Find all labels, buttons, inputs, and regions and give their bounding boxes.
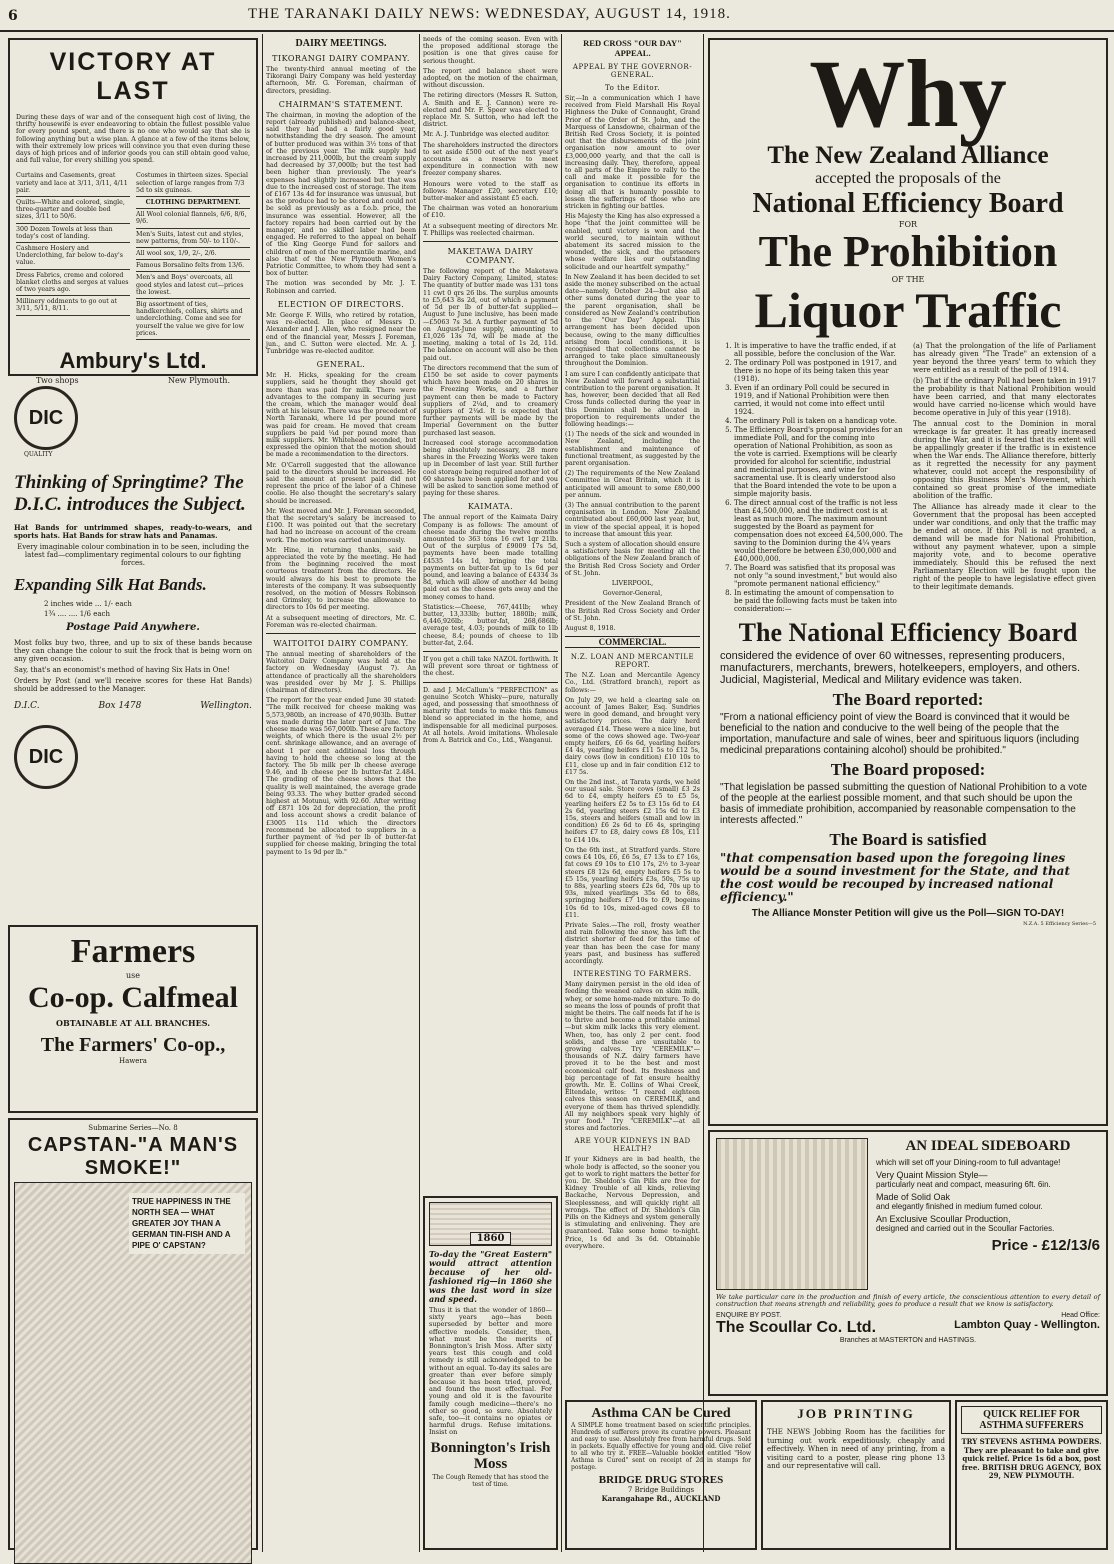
list-item: CLOTHING DEPARTMENT. bbox=[136, 197, 250, 209]
scoullar-text bbox=[876, 1138, 1100, 1290]
dic-footer-town: Wellington. bbox=[200, 701, 252, 712]
article-paragraph: Mr. Hine, in returning thanks, said he appreciated the vote by the meeting. He had from the beginning received the most courteous treatment from the directors. He would always do his best to promote the interests of the company. It was subsequently resolved, on the motion of Messrs Robinson and Grimsley, to increase the allowance to directors to 10s 6d per meeting. bbox=[266, 546, 416, 612]
dic-price-1: 2 inches wide ... 1/- each bbox=[44, 600, 132, 608]
year-label: 1860 bbox=[470, 1232, 512, 1245]
alliance-of: OF THE bbox=[891, 275, 925, 284]
article-paragraph: Private Sales.—The roll, frosty weather and rain following the snow, has left the district shorter of feed for the time of year than has been the case for many years past, and business has suffered accordingly. bbox=[565, 921, 700, 965]
alliance-line-2: accepted the proposals of the bbox=[815, 170, 1001, 187]
head-office-address: Lambton Quay - Wellington. bbox=[954, 1319, 1100, 1332]
article-paragraph: On the 2nd inst., at Tarata yards, we held our usual sale. Store cows (small) £3 2s 6d to £4, empty heifers £5 to £5 5s, yearling heifers £2 5s to £3 15s 6d to £4 2s 6d, yearling steers £2 15s 6d to £3 15s, steers and heifers (small and low in condition) £6 2s 6d to £6 4s, springing heifers £7 to £8, dairy cows £8 10s, £11 to £14 10s. bbox=[565, 779, 700, 844]
neb-heading: The National Efficiency Board bbox=[738, 618, 1078, 647]
article-paragraph: The report and balance sheet were adopted, on the motion of the chairman, without discussion. bbox=[423, 67, 558, 90]
farmers-line-1: Farmers bbox=[70, 933, 196, 970]
election-title: ELECTION OF DIRECTORS. bbox=[277, 299, 405, 309]
alliance-why: Why bbox=[809, 40, 1007, 147]
article-paragraph: The annual meeting of shareholders of the Waitoitoi Dairy Company was held at the factory on Wednesday (August 7). An attendance of practically all the shareholders was presided over by Mr J. S. Phillips (chairman of directors). bbox=[266, 651, 416, 695]
victory-left-list bbox=[16, 170, 130, 340]
ambury-name: Ambury's Ltd. bbox=[59, 348, 207, 374]
asthma-address-2: Karangahape Rd., AUCKLAND bbox=[601, 1494, 721, 1503]
maketawa-title: MAKETAWA DAIRY COMPANY. bbox=[447, 247, 534, 266]
capstan-illustration bbox=[14, 1182, 252, 1564]
moss-brand: Bonnington's Irish Moss bbox=[430, 1439, 551, 1472]
victory-headline: VICTORY AT LAST bbox=[49, 48, 217, 105]
dic-footer-box: Box 1478 bbox=[98, 701, 142, 712]
article-paragraph: In New Zealand it has been decided to set aside the money subscribed on the actual date—namely, October 24—but also all other sums donated during the year to the parent organisation, shall be considered as New Zealand's contribution to the "Our Day" Appeal. This arrangement has been decided upon because, owing to the many difficulties arising from local conditions, it is recognised that collections cannot be arranged to take place simultaneously throughout the Dominion. bbox=[565, 273, 700, 368]
list-item: Big assortment of ties, handkerchiefs, collars, shirts and underclothing. Come and see for yourself the value we give for low prices. bbox=[136, 299, 250, 340]
dic-footer-left: D.I.C. bbox=[14, 701, 40, 712]
alliance-points-right bbox=[913, 342, 1096, 614]
article-paragraph: The report for the year ended June 30 stated: "The milk received for cheese making was 5,573,980lb, an increase of 470,903lb. Butter was made during the later part of June. The cheese made was 567,000lb. These are factory weights, of which there is the usual 2½ per cent. shrinkage allowance, and an average of about 1 per cent additional loss through having to hold the cheese so long at the factory. The 5b milk per lb cheese average 9.46, and lb cheese per lb butter-fat 2.484. The grading of the cheese shows that the quality is well maintained, the average grade being 93.33. The whey butter graded second highest at Motunui, with 92.60. After writing off £871 10s 2d for depreciation, the profit and loss account shows a credit balance of £3005 11s 11d which the directors recommend be allocated to suppliers in a further payment of ⅜d per lb of butter-fat supplied for cheese making, bringing the total payment to 1s 9d per lb." bbox=[266, 697, 416, 856]
capstan-caption: TRUE HAPPINESS IN THE NORTH SEA — WHAT GREATER JOY THAN A GERMAN TIN-FISH AND A PIPE O' CAPSTAN? bbox=[129, 1193, 245, 1254]
alliance-line-3: National Efficiency Board bbox=[752, 188, 1064, 219]
job-printing-text: THE NEWS Jobbing Room has the facilities for turning out work expeditiously, cheaply and effectively. When in need of any printing, from a visiting card to a poster, please ring phone 13 and our representative will call. bbox=[767, 1428, 945, 1470]
article-paragraph: Mr. H. Hicks, speaking for the cream suppliers, said he thought they should get more than was paid for milk. There were advantages to the company in securing just the cream, which the manager would deal with at his leisure. There was the precedent of North Taranaki, where 1d per pound more was paid for cream. He moved that cream suppliers be paid ¼d per pound more than milk suppliers. Mr. Whitehead seconded, but expressed the opinion that the motion should be made a recommendation to the directors. bbox=[266, 372, 416, 459]
list-item: Cashmere Hosiery and Underclothing, far below to-day's value. bbox=[16, 243, 130, 270]
scoullar-line-1: which will set off your Dining-room to full advantage! bbox=[876, 1158, 1061, 1167]
article-paragraph: Mr. West moved and Mr. J. Foreman seconded, that the secretary's salary be increased to £100. It was pointed out that the secretary had had no increase on account of the cream work. The motion was carried unanimously. bbox=[266, 507, 416, 544]
article-paragraph: Such a system of allocation should ensure a satisfactory basis for meeting all the obligations of the New Zealand branch of the British Red Cross Society and Order of St. John. bbox=[565, 540, 700, 577]
victory-ad bbox=[8, 38, 258, 386]
list-item: All wool sox, 1/9, 2/-, 2/6. bbox=[136, 248, 250, 260]
moss-body: Thus it is that the wonder of 1860—sixty years ago—has been superseded by better and more effective models. Consider, then, what must be the merits of Bonnington's Irish Moss. After sixty years test this cough and cold remedy is still acknowledged to be without an equal. To-day its sales are greater than ever before simply because it has been tried, proved, and found the most effectual. For young and old it is the favourite family cough medicine—there's no other so good, so sure. Absolutely safe, too—it contains no opiates or harmful drugs. Refuse imitations. Insist on bbox=[429, 1306, 552, 1437]
irish-moss-ad bbox=[423, 1196, 558, 1550]
newspaper-title: THE TARANAKI DAILY NEWS: WEDNESDAY, AUGUST 14, 1918. bbox=[248, 6, 731, 22]
reasons-list bbox=[720, 342, 903, 613]
petition-line: The Alliance Monster Petition will give us the Poll—SIGN TO-DAY! bbox=[751, 908, 1065, 919]
article-paragraph: (3) The annual contribution to the parent organisation in London. New Zealand contributed about £60,000 last year, but, in view of the special appeal, it is hoped to increase that amount this year. bbox=[565, 501, 700, 538]
nazol-notice: If you get a chill take NAZOL forthwith. It will prevent sore throat or tightness of the chest. bbox=[423, 656, 558, 678]
article-paragraph: Sir,—In a communication which I have received from Field Marshall His Royal Highness the Duke of Connaught, Grand Prior of the Order of St. John, and the Marquess of Lansdowne, chairman of the British Red Cross Society, it is pointed out that the disbursements of the joint organisation now amount to over £3,000,000 yearly, and that the call is increasing daily. They, therefore, appeal to all parts of the Empire to rally to the call and make it possible for the organisation to continue its efforts in doing all that is humanly possible to lessen the sufferings of those who are stricken in fighting our battles. bbox=[565, 95, 700, 211]
article-paragraph: Mr. A. J. Tunbridge was elected auditor. bbox=[423, 131, 550, 139]
dic-combo: Every imaginable colour combination in to be seen, including the latest fad—complimentary regimental colours to our fighting forces. bbox=[17, 543, 249, 567]
farmers-line-5: The Farmers' Co-op., bbox=[40, 1034, 226, 1056]
scoullar-price: Price - £12/13/6 bbox=[991, 1237, 1100, 1254]
dairy-column bbox=[266, 36, 416, 1550]
sideboard-illustration bbox=[716, 1138, 868, 1290]
farmers-article-title: INTERESTING TO FARMERS. bbox=[573, 970, 692, 979]
kaimata-title: KAIMATA. bbox=[467, 502, 514, 512]
list-item: The annual cost to the Dominion in moral wreckage is far greater. It has greatly increased during the War, and it is feared that its extent will be appallingly greater if the traffic is in existence when the War ends. The Alliance therefore, bitterly as it regretted the necessity for any payment whatever, could not accept the responsibility of opposing this Business Men's Movement, which contained so great promise of the immediate abolition of the traffic. bbox=[913, 420, 1096, 500]
job-printing-ad bbox=[761, 1400, 951, 1550]
victory-intro: During these days of war and of the consequent high cost of living, the thrifty housewife is ever endeavoring to obtain the fullest possible value for every pound spent, and there is no one who would say that she is following anything but a wise plan. A glance at a few of the items below, with their extremely low prices will convince you that even during these days of high prices and of inferior goods you can still obtain good value, and full value, for every shilling you spend. bbox=[16, 114, 250, 165]
column-rule bbox=[561, 34, 562, 1552]
article-paragraph: The chairman, in moving the adoption of the report (already published) and balance-sheet, said they had had a fairly good year, notwithstanding the dry season. The amount of butter produced was within 3½ tons of that of the previous year. The milk supply had increased by 211,000lb, but the cream supply had decreased by 37,000lb; but the test had been higher than previously. The year's expenses had slightly increased but that was due to the increased cost of storage. The item of £167 13s 4d for insurance was unusual, but as the produce had to be stored and could not be sold as previously as a f.o.b. price, the insurance was essential. However, all the factory repairs had been carried out by the manager, and no skilled labor had been engaged. He referred to the appeal on behalf of the King George Fund for sailors and children of men of the mercantile marine, and also that of the New Plymouth Women's Patriotic Committee, to whom they had sent a box of butter. bbox=[266, 111, 416, 278]
dic-hats: Hat Bands for untrimmed shapes, ready-to-wears, and sports hats. Hat Bands for straw hats and Panamas. bbox=[14, 523, 252, 540]
moss-headline: To-day the "Great Eastern" would attract attention because of her old-fashioned rig—in 1860 she was the last word in size and speed. bbox=[429, 1249, 552, 1304]
article-paragraph: I am sure I can confidently anticipate that New Zealand will forward a substantial contribution to the parent organisation. It has, however, been decided that all Red Cross funds collected during the year in this Dominion shall be allocated in proportion to requirements under the following headings:— bbox=[565, 370, 700, 428]
news-column bbox=[565, 36, 700, 1250]
list-item: 4. The ordinary Poll is taken on a handicap vote. bbox=[734, 417, 903, 425]
signature-title: Governor-General, bbox=[602, 590, 663, 598]
article-paragraph: Many dairymen persist in the old idea of feeding the weaned calves on skim milk, whey, or some home-made mixture. To do so means the loss of pounds of profit that might be theirs. The calf needs fat if he is to thrive and become a profitable animal—but skim milk lacks this very element. When, too, has only 2 per cent. food solids, and these are unsuitable to growing calves. Try "CEREMILK"—thousands of N.Z. dairy farmers have proved it to be the best and most economical calf food. Its freshness and big percentage of fat ensure healthy growth. Mr. E. Collins of Whai Creek, Eltendale, writes: "I reared eighteen calves this season on CEREMILK, and everyone of them has thrived splendidly. All my neighbors speak very highly of your food." Try "CEREMILK"—at all stores and factories. bbox=[565, 981, 700, 1133]
waitoitoi-title: WAITOITOI DAIRY COMPANY. bbox=[273, 639, 409, 649]
alliance-line-4: The Prohibition bbox=[758, 227, 1058, 276]
article-paragraph: needs of the coming season. Even with the proposed additional storage the position is one that gives cause for serious thought. bbox=[423, 36, 558, 65]
redcross-title: RED CROSS "OUR DAY" APPEAL. bbox=[583, 38, 682, 58]
list-item: 2. The ordinary Poll was postponed in 1917, and there is no hope of its being taken this year (1918). bbox=[734, 359, 903, 383]
alliance-line-5: Liquor Traffic bbox=[754, 282, 1062, 338]
signature-detail: President of the New Zealand Branch of the British Red Cross Society and Order of St. John. bbox=[565, 600, 700, 622]
page-number: 6 bbox=[8, 8, 18, 24]
scoullar-title: AN IDEAL SIDEBOARD bbox=[905, 1138, 1071, 1154]
article-paragraph: The twenty-third annual meeting of the Tikorangi Dairy Company was held yesterday afternoon, Mr. G. Foreman, chairman of directors, presiding. bbox=[266, 66, 416, 95]
article-paragraph: The annual report of the Kaimata Dairy Company is as follows: The amount of cheese made during the twelve months amounted to 363 tons 16 cwt 1qr 21lb. Out of the surplus of £9009 17s 5d, payments have been made totalling £4535 14s 1d, bringing the total payments on butter-fat up to 1s 6d per pound, and leaving a balance of £4334 3s 8d, which will allow of another 4d being paid out as the cheese gets away and the money comes to hand. bbox=[423, 514, 558, 601]
list-item: 1. It is imperative to have the traffic ended, if at all possible, before the conclusion of the War. bbox=[734, 342, 903, 358]
article-paragraph: Mr. George F. Wills, who retired by rotation, was re-elected. In place of Messrs D. Alexander and J. Allen, who resigned near the end of the financial year, Messrs J. Foreman, jun., and C. Sutton were elected. Mr. A. J. Tunbridge was re-elected auditor. bbox=[266, 311, 416, 355]
list-item: Men's and Boys' overcoats, all good styles and latest cut—prices the lowest. bbox=[136, 272, 250, 299]
capstan-ad bbox=[8, 1118, 258, 1550]
farmers-ad bbox=[8, 925, 258, 1113]
dic-logo-text: DIC bbox=[28, 406, 64, 429]
list-item: Costumes in thirteen sizes. Special selection of large ranges from 7/3 5d to six guineas. bbox=[136, 170, 250, 197]
scoullar-branches: Branches at MASTERTON and HASTINGS. bbox=[839, 1337, 977, 1345]
asthma-ad bbox=[565, 1400, 757, 1550]
article-paragraph: The shareholders instructed the directors to set aside £500 out of the next year's accounts as a reserve to meet expenditure in connection with new freezer company shares. bbox=[423, 141, 558, 178]
scoullar-footer bbox=[716, 1312, 1100, 1319]
reported-heading: The Board reported: bbox=[832, 690, 984, 709]
signature: LIVERPOOL, bbox=[611, 580, 654, 587]
scoullar-line-3: particularly neat and compact, measuring 6ft. 6in. bbox=[876, 1180, 1051, 1189]
scoullar-body bbox=[716, 1138, 1100, 1290]
article-paragraph: (1) The needs of the sick and wounded in New Zealand, including the establishment and maintenance of functional treatment, as suggested by the parent organisation. bbox=[565, 431, 700, 467]
list-item: (a) That the prolongation of the life of Parliament has already given "The Trade" an extension of a year beyond the three years' term to which they were entitled as a result of the poll of 1914. bbox=[913, 342, 1096, 374]
dic-quality: QUALITY bbox=[24, 451, 53, 458]
article-paragraph: Mr. O'Carroll suggested that the allowance paid to the directors should be increased. He said the amount at present paid did not represent the price of the labor of a Chinese coolie. He also thought the secretary's salary should be increased. bbox=[266, 461, 416, 505]
list-item: Millinery oddments to go out at 3/11, 5/11, 8/11. bbox=[16, 296, 130, 315]
alliance-ad bbox=[708, 38, 1108, 1126]
quick-relief-text: TRY STEVENS ASTHMA POWDERS. They are pleasant to take and give quick relief. Price 1s 6d a box, post free. BRITISH DRUG AGENCY, BOX 29, NEW PLYMOUTH. bbox=[961, 1437, 1102, 1480]
list-item: 300 Dozen Towels at less than today's cost of landing. bbox=[16, 224, 130, 243]
article-paragraph: On July 29, we held a clearing sale on account of James Baker, Esq. Sundries were in good demand, and brought very satisfactory prices. The dairy herd averaged £14. These were a nice line, but some of the cows showed age. Two-year empty heifers, £6 6s 6d, yearling heifers £4 4s, yearling heifers £11 5s to £12 5s, dairy cows (low in condition) £10 10s to £11, close up and in fair condition £12 to £17 5s. bbox=[565, 696, 700, 776]
enquire-label: ENQUIRE BY POST. bbox=[716, 1312, 782, 1320]
farmers-line-6: Hawera bbox=[119, 1057, 147, 1065]
article-paragraph: His Majesty the King has also expressed a hope "that the joint committee will be enabled, until victory is won and the world secured, to maintain without abatement its sacred mission to the wounded, the sick, and the prisoners whose welfare lies our outstanding solicitude and our heartfelt sympathy." bbox=[565, 213, 700, 271]
scoullar-line-2: Very Quaint Mission Style— bbox=[876, 1170, 988, 1180]
dic-body-1: Most folks buy two, three, and up to six of these bands because they can change the colour to suit the frock that is being worn on any given occasion. bbox=[14, 639, 252, 664]
dic-headline: Thinking of Springtime? The D.I.C. introduces the Subject. bbox=[14, 472, 246, 515]
head-office-label: Head Office: bbox=[1061, 1312, 1100, 1320]
article-paragraph: The directors recommend that the sum of £150 be set aside to cover payments which have been made on 20 shares in the Freezing Works, and a further payment can then be made to Factory suppliers of 2¼d, and to creamery suppliers of 2¼d. It is expected that further payments will be made by the Imperial Government on the butter purchased last season. bbox=[423, 364, 558, 437]
series-note: N.Z.A. 5 Efficiency Series—5 bbox=[1023, 921, 1096, 927]
alliance-points bbox=[720, 342, 1096, 614]
divider bbox=[423, 651, 558, 652]
moss-tagline: The Cough Remedy that has stood the test of time. bbox=[432, 1473, 549, 1488]
kidney-title: ARE YOUR KIDNEYS IN BAD HEALTH? bbox=[574, 1137, 691, 1154]
middle-column bbox=[423, 36, 558, 876]
article-paragraph: Statistics:—Cheese, 767,441lb; whey butter, 13,333lb; butter, 1880lb; milk, 6,446,926lb; butter-fat, 268,686lb; average test, 4.03; pounds of milk to 1lb cheese, 8.4; pounds of cheese to 1lb butter-fat, 2.64. bbox=[423, 603, 558, 647]
article-paragraph: On the 6th inst., at Stratford yards. Store cows £4 10s, £6, £6 5s, £7 13s to £7 16s, fat cows £9 10s to £10 17s, 2½ to 3-year steers £8 12s 6d, empty heifers £5 5s to £5 15s, yearling heifers £3s, 50s, 75s up to 88s, yearling steers £2s 6d, 70s up to 93s, mixed yearlings 35s 6d to 68s, springing heifers £7 10s to £9, bogeins 10s 6d to 10s, mixed-aged cows £8 to £11. bbox=[565, 846, 700, 919]
capstan-series: Submarine Series—No. 8 bbox=[88, 1124, 178, 1132]
asthma-firm: BRIDGE DRUG STORES bbox=[598, 1474, 724, 1486]
proposed-text: "That legislation be passed submitting the question of National Prohibition to a vote of the people at the earliest possible moment, and that such should be upon the basis of immediate prohibition, accompanied by reasonable compensation to the interests affected." bbox=[720, 782, 1088, 826]
list-item: Famous Borsalino felts from 13/6. bbox=[136, 260, 250, 272]
article-paragraph: The motion was seconded by Mr. J. T. Robinson and carried. bbox=[266, 280, 416, 295]
scoullar-firm: The Scoullar Co. Ltd. bbox=[716, 1319, 877, 1337]
list-item: 6. The direct annual cost of the traffic is not less than £4,500,000, and the indirect cost is at least as much more. The maximum amount suggested by the Board as payment for compensation does not exceed £4,500,000. The saving to the Dominion during the 4¼ years would therefore be between £30,000,000 and £40,000,000. bbox=[734, 499, 903, 563]
list-item: 8. In estimating the amount of compensation to be paid the following facts must be taken into consideration:— bbox=[734, 589, 903, 613]
dic-postage: Postage Paid Anywhere. bbox=[66, 622, 200, 634]
proposed-heading: The Board proposed: bbox=[830, 760, 986, 779]
article-paragraph: At a subsequent meeting of directors, Mr. C. Foreman was re-elected chairman. bbox=[266, 614, 416, 629]
article-paragraph: The N.Z. Loan and Mercantile Agency Co., Ltd. (Stratford branch), report as follows:— bbox=[565, 672, 700, 694]
tikorangi-title: TIKORANGI DAIRY COMPANY. bbox=[272, 54, 410, 63]
reported-text: "From a national efficiency point of view the Board is convinced that it would be beneficial to the nation and conducive to the well being of the people that the importation, manufacture and sale of wines, beer and spirituous liquors (including medicinal preparations containing alcohol) should be prohibited." bbox=[720, 712, 1080, 756]
mccallum-notice: D. and J. McCallum's "PERFECTION" as genuine Scotch Whisky—pure, naturally aged, and possessing that smoothness of maturity that tends to make this famous blend so appreciated in the home, and indispensable for all medicinal purposes. At all hotels. Avoid imitations. Wholesale from A. Batrick and Co., Ltd., Wanganui. bbox=[423, 686, 558, 745]
satisfied-heading: The Board is satisfied bbox=[829, 830, 987, 849]
article-paragraph: (2) The requirements of the New Zealand Committee in Great Britain, which it is anticipated will amount to some £80,000 per annum. bbox=[565, 470, 700, 499]
alliance-line-1: The New Zealand Alliance bbox=[767, 142, 1049, 169]
list-item: Dress Fabrics, creme and colored blanket cloths and serges at values of two years ago. bbox=[16, 270, 130, 297]
commercial-heading: COMMERCIAL. bbox=[565, 636, 700, 648]
article-paragraph: If your Kidneys are in bad health, the whole body is affected, so the sooner you get to work to right matters the better for you. Dr. Sheldon's Gin Pills are free for Kidney Trouble of all kinds, relieving Backache, Nervous Depression, and Sleeplessness, and will quickly right all wrongs. The effect of Dr. Sheldon's Gin Pills on the Kidneys and system generally is stimulating and enlivening. They are guaranteed. Take some home to-night. Price, 1s 6d and 3s 6d. Obtainable everywhere. bbox=[565, 1156, 700, 1250]
asthma-headline: Asthma CAN be Cured bbox=[591, 1406, 731, 1421]
column-rule bbox=[262, 34, 263, 1552]
victory-right-list bbox=[136, 170, 250, 340]
column-rule bbox=[703, 34, 704, 1552]
article-paragraph: Honours were voted to the staff as follows: Manager £20, secretary £10; butter-maker and assistant £5 each. bbox=[423, 180, 558, 203]
dic-footer bbox=[14, 701, 252, 711]
divider bbox=[423, 682, 558, 683]
satisfied-text: "that compensation based upon the foregoing lines would be a sound investment for the State, and that the cost would be recouped by increased national efficiency." bbox=[720, 851, 1071, 904]
dic-subhead: Expanding Silk Hat Bands. bbox=[14, 575, 207, 594]
alliance-for: FOR bbox=[898, 220, 918, 229]
dic-price-2: 1¾ .... .... 1/6 each bbox=[44, 610, 110, 619]
scoullar-blurb: We take particular care in the production and finish of every article, the conscientious attention to every detail of construction that means strength and reliability, goes to produce a result that we know is satisfactory. bbox=[716, 1293, 1100, 1309]
list-item: 3. Even if an ordinary Poll could be secured in 1919, and if National Prohibition were then carried, it would not come into effect until 1924. bbox=[734, 384, 903, 416]
list-item: Curtains and Casements, great variety and lace at 3/11, 3/11, 4/11 pair. bbox=[16, 170, 130, 197]
scoullar-line-7: designed and carried out in the Scoullar Factories. bbox=[876, 1224, 1055, 1233]
capstan-headline: CAPSTAN-"A MAN'S SMOKE!" bbox=[27, 1134, 239, 1179]
farmers-line-2: use bbox=[126, 971, 140, 980]
masthead bbox=[0, 0, 1114, 30]
list-item: The Alliance has already made it clear to the Government that the proposal has been accepted under war conditions, and only that the traffic may be ended at once. If this Poll is not granted, a demand will be made for National Prohibition, without any payment whatever, upon a simple majority vote, and to become operative immediately. Should this be refused the next Parliamentary Election will be fought upon the right of the people to have legislative effect given to their legitimate demands. bbox=[913, 503, 1096, 591]
scoullar-ad bbox=[708, 1130, 1108, 1396]
signature-date: August 8, 1918. bbox=[565, 625, 616, 633]
list-item: Men's Suits, latest cut and styles, new patterns, from 50/- to 110/-. bbox=[136, 229, 250, 248]
scoullar-line-6: An Exclusive Scoullar Production, bbox=[876, 1214, 1011, 1224]
list-item: 7. The Board was satisfied that its proposal was not only "a sound investment," but would also "promote permanent national efficiency." bbox=[734, 564, 903, 588]
asthma-address-1: 7 Bridge Buildings bbox=[627, 1486, 695, 1494]
farmers-line-3: Co-op. Calfmeal bbox=[28, 981, 238, 1014]
column-rule bbox=[419, 34, 420, 1552]
dairy-heading: DAIRY MEETINGS. bbox=[295, 38, 387, 49]
list-item: Quilts—White and colored, single, three-quarter and double bed sizes, 3/11 to 50/6. bbox=[16, 197, 130, 224]
ambury-town: New Plymouth. bbox=[167, 376, 230, 386]
neb-text: considered the evidence of over 60 witnesses, representing producers, manufacturers, merchants, brewers, hotelkeepers, employers, and others. Judicial, Magisterial, Medical and Military evidence was taken. bbox=[720, 650, 1081, 686]
masthead-rule bbox=[0, 30, 1114, 32]
victory-price-list bbox=[16, 170, 250, 340]
asthma-text: A SIMPLE home treatment based on scientific principles. Hundreds of sufferers prove its curative powers. Pleasant and easy to use. Absolutely free from harmful drugs. Sold in packets. Equally effective for young and old. Give relief to all who try it. FREE—Valuable booklet entitled "How Asthma is Cured" sent on receipt of 2d in stamps for postage. bbox=[571, 1422, 751, 1471]
ambury-shops: Two shops bbox=[36, 376, 79, 386]
scoullar-line-5: and elegantly finished in medium fumed colour. bbox=[876, 1202, 1043, 1211]
scoullar-line-4: Made of Solid Oak bbox=[876, 1192, 951, 1202]
nzloan-title: N.Z. LOAN AND MERCANTILE REPORT. bbox=[570, 653, 695, 670]
list-item: All Wool colonial flannels, 6/6, 8/6, 9/6. bbox=[136, 209, 250, 228]
scoullar-firm-row bbox=[716, 1319, 1100, 1337]
redcross-subtitle: APPEAL BY THE GOVERNOR-GENERAL. bbox=[572, 63, 693, 79]
article-paragraph: At a subsequent meeting of directors Mr. T. Phillips was reelected chairman. bbox=[423, 222, 558, 237]
dic-body-3: Orders by Post (and we'll receive scores for these Hat Bands) should be addressed to the Manager. bbox=[14, 677, 252, 694]
job-printing-headline: JOB PRINTING bbox=[797, 1406, 915, 1421]
list-item: 5. The Efficiency Board's proposal provides for an immediate Poll, and for the coming into operation of National Prohibition, as soon as the vote is carried. Exemptions will be clearly provided for alcohol for scientific, industrial and medicinal purposes, and wine for sacramental use. It is clearly understood also that the Board intended the vote to be upon a simple majority basis. bbox=[734, 426, 903, 498]
stevens-asthma-ad bbox=[955, 1400, 1108, 1550]
article-paragraph: The retiring directors (Messrs R. Sutton, A. Smith and E. J. Cannon) were re-elected and Mr. F. Speer was elected to replace Mr. S. Sutton, who had left the district. bbox=[423, 92, 558, 129]
chairman-statement-title: CHAIRMAN'S STATEMENT. bbox=[278, 99, 404, 109]
ship-illustration bbox=[429, 1202, 552, 1246]
article-paragraph: The chairman was voted an honorarium of £10. bbox=[423, 205, 558, 220]
dic-body-2: Say, that's an economist's method of having Six Hats in One! bbox=[14, 666, 230, 675]
dic-logo-bottom bbox=[14, 725, 78, 789]
list-item: (b) That if the ordinary Poll had been taken in 1917 the probability is that National Prohibition would have been carried, and that many electorates would have carried no-license which would have become operative in July of this year (1918). bbox=[913, 377, 1096, 417]
dic-logo bbox=[14, 386, 78, 450]
dic-logo-text: DIC bbox=[28, 745, 64, 768]
divider bbox=[266, 633, 416, 634]
dic-ad bbox=[8, 382, 258, 922]
article-paragraph: The following report of the Maketawa Dairy Factory Company, Limited, states: The quantity of butter made was 131 tons 11 cwt 0 qrs 26 lbs. The surplus amounts to £5,643 8s 2d, out of which a payment of 5d per lb of butter-fat supplied—August to June inclusive, has been made—£5063 7s 3d. A further payment of 5d on August-June supply, amounting to £1,026 13s 7d, will be made at the meeting, making a total of 1s 2d, 11d. The balance on account will also be then paid out. bbox=[423, 268, 558, 362]
redcross-to: To the Editor. bbox=[605, 84, 660, 92]
article-paragraph: Increased cool storage accommodation being absolutely necessary, 28 more shares in the Freezing Works were taken up in December of last year. Still further cool storage being required another lot of 60 shares have been applied for and you will be asked to sanction some method of paying for these shares. bbox=[423, 439, 558, 498]
general-title: GENERAL. bbox=[316, 360, 366, 370]
quick-relief-headline: QUICK RELIEF FOR ASTHMA SUFFERERS bbox=[961, 1406, 1102, 1434]
farmers-line-4: OBTAINABLE AT ALL BRANCHES. bbox=[56, 1018, 210, 1028]
alliance-points-left bbox=[720, 342, 903, 614]
divider bbox=[423, 241, 558, 242]
